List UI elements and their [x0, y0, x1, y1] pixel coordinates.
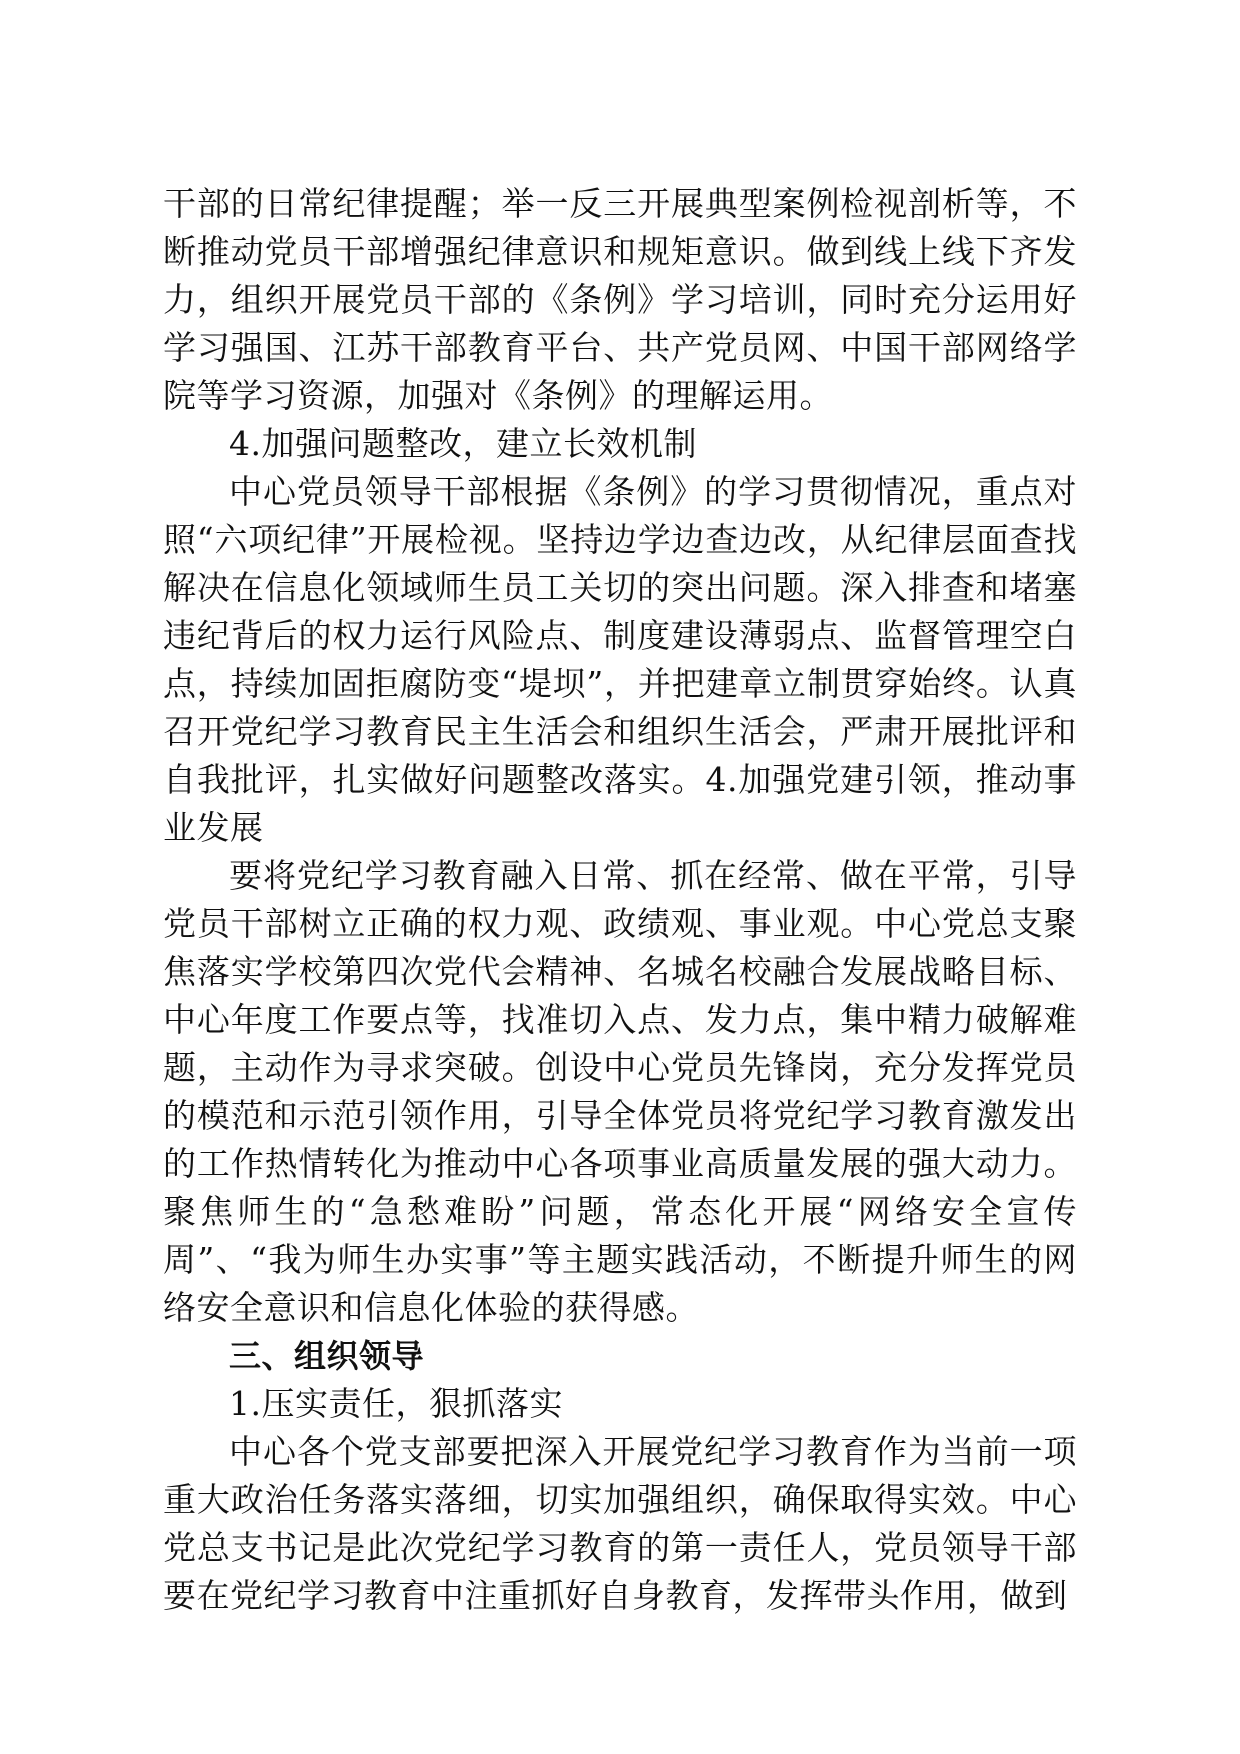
- subheading-responsibility: 1.压实责任，狠抓落实: [229, 1384, 563, 1423]
- paragraph-continuation: 干部的日常纪律提醒；举一反三开展典型案例检视剖析等，不断推动党员干部增强纪律意识和规矩意识。做到线上线下齐发力，组织开展党员干部的《条例》学习培训，同时充分运用好学习强国、江苏干部教育平台、共产党员网、中国干部网络学院等学习资源，加强对《条例》的理解运用。: [163, 184, 1077, 415]
- document-page: [163, 180, 1077, 1620]
- paragraph-party-building-body: 要将党纪学习教育融入日常、抓在经常、做在平常，引导党员干部树立正确的权力观、政绩观、事业观。中心党总支聚焦落实学校第四次党代会精神、名城名校融合发展战略目标、中心年度工作要点等，找准切入点、发力点，集中精力破解难题，主动作为寻求突破。创设中心党员先锋岗，充分发挥党员的模范和示范引领作用，引导全体党员将党纪学习教育激发出的工作热情转化为推动中心各项事业高质量发展的强大动力。聚焦师生的“急愁难盼”问题，常态化开展“网络安全宣传周”、“我为师生办实事”等主题实践活动，不断提升师生的网络安全意识和信息化体验的获得感。: [163, 856, 1077, 1327]
- paragraph-responsibility-body: 中心各个党支部要把深入开展党纪学习教育作为当前一项重大政治任务落实落细，切实加强组织，确保取得实效。中心党总支书记是此次党纪学习教育的第一责任人，党员领导干部要在党纪学习教育中注重抓好自身教育，发挥带头作用，做到: [163, 1432, 1077, 1615]
- section-heading-organization: 三、组织领导: [229, 1337, 425, 1375]
- paragraph-rectification-body: 中心党员领导干部根据《条例》的学习贯彻情况，重点对照“六项纪律”开展检视。坚持边学边查边改，从纪律层面查找解决在信息化领域师生员工关切的突出问题。深入排查和堵塞违纪背后的权力运行风险点、制度建设薄弱点、监督管理空白点，持续加固拒腐防变“堤坝”，并把建章立制贯穿始终。认真召开党纪学习教育民主生活会和组织生活会，严肃开展批评和自我批评，扎实做好问题整改落实。4.加强党建引领，推动事业发展: [163, 472, 1077, 847]
- subheading-problem-rectification: 4.加强问题整改，建立长效机制: [229, 424, 697, 463]
